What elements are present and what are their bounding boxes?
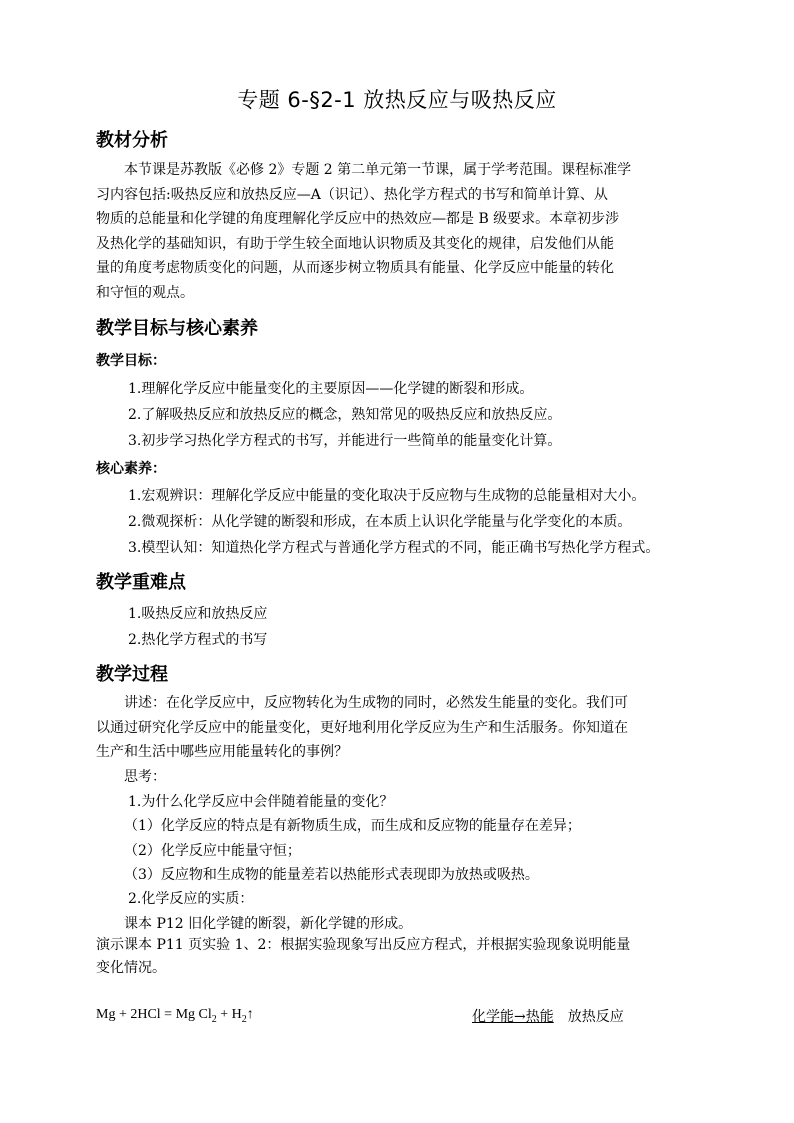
demo-line: 演示课本 P11 页实验 1、2：根据实验现象写出反应方程式，并根据实验现象说明能量	[96, 937, 631, 953]
analysis-line: 和守恒的观点。	[96, 284, 194, 301]
literacy-item: 1.宏观辨识：理解化学反应中能量的变化取决于反应物与生成物的总能量相对大小。	[128, 488, 646, 504]
question-2: 2.化学反应的实质：	[128, 891, 254, 907]
chemical-equation	[96, 1007, 254, 1025]
narration-paragraph	[96, 691, 701, 765]
objectives-heading: 教学目标：	[96, 353, 166, 369]
question-1: 1.为什么化学反应中会伴随着能量的变化？	[128, 794, 394, 810]
gas-arrow: ↑	[246, 1007, 254, 1022]
demo-paragraph	[96, 934, 701, 980]
section-heading-process: 教学过程	[96, 664, 168, 685]
literacy-heading: 核心素养：	[96, 461, 166, 477]
energy-change-text: 化学能→热能	[472, 1009, 554, 1025]
objective-item: 1.理解化学反应中能量变化的主要原因——化学键的断裂和形成。	[128, 381, 534, 397]
demo-line: 变化情况。	[96, 960, 166, 976]
analysis-line: 本节课是苏教版《必修 2》专题 2 第二单元第一节课，属于学考范围。课程标准学	[124, 162, 632, 178]
narration-line: 生产和生活中哪些应用能量转化的事例？	[96, 744, 348, 760]
reaction-type-text: 放热反应	[567, 1009, 624, 1025]
section-heading-goals: 教学目标与核心素养	[96, 318, 258, 339]
narration-line: 以通过研究化学反应中的能量变化，更好地利用化学反应为生产和生活服务。你知道在	[96, 719, 628, 736]
answer-2: （2）化学反应中能量守恒；	[124, 843, 301, 859]
answer-4: 课本 P12 旧化学键的断裂，新化学键的形成。	[124, 916, 413, 932]
section-heading-keypoints: 教学重难点	[96, 572, 186, 593]
equation-middle: + H	[216, 1007, 242, 1022]
analysis-paragraph	[96, 158, 701, 305]
analysis-line: 物质的总能量和化学键的角度理解化学反应中的热效应—都是 B 级要求。本章初步涉	[96, 211, 620, 227]
narration-line: 讲述：在化学反应中，反应物转化为生成物的同时，必然发生能量的变化。我们可	[124, 695, 628, 711]
equation-left: Mg + 2HCl = Mg Cl	[96, 1007, 212, 1022]
equation-subscript: 2	[211, 1013, 217, 1025]
section-heading-analysis: 教材分析	[96, 130, 168, 151]
document-title: 专题 6-§2-1 放热反应与吸热反应	[237, 88, 557, 112]
answer-3: （3）反应物和生成物的能量差若以热能形式表现即为放热或吸热。	[124, 867, 539, 883]
answer-1: （1）化学反应的特点是有新物质生成，而生成和反应物的能量存在差异；	[124, 818, 581, 834]
analysis-line: 及热化学的基础知识，有助于学生较全面地认识物质及其变化的规律，启发他们从能	[96, 235, 614, 252]
think-label: 思考：	[124, 769, 166, 785]
objective-item: 2.了解吸热反应和放热反应的概念，熟知常见的吸热反应和放热反应。	[128, 407, 562, 423]
equation-subscript: 2	[241, 1013, 247, 1025]
keypoint-item: 2.热化学方程式的书写	[128, 632, 268, 648]
literacy-item: 3.模型认知：知道热化学方程式与普通化学方程式的不同，能正确书写热化学方程式。	[128, 540, 660, 556]
literacy-item: 2.微观探析：从化学键的断裂和形成，在本质上认识化学能量与化学变化的本质。	[128, 514, 632, 530]
analysis-line: 习内容包括:吸热反应和放热反应—A（识记）、热化学方程式的书写和简单计算、从	[96, 186, 608, 203]
objective-item: 3.初步学习热化学方程式的书写，并能进行一些简单的能量变化计算。	[128, 433, 562, 449]
energy-conversion	[472, 1006, 624, 1026]
keypoint-item: 1.吸热反应和放热反应	[128, 606, 268, 622]
analysis-line: 量的角度考虑物质变化的问题，从而逐步树立物质具有能量、化学反应中能量的转化	[96, 260, 614, 276]
